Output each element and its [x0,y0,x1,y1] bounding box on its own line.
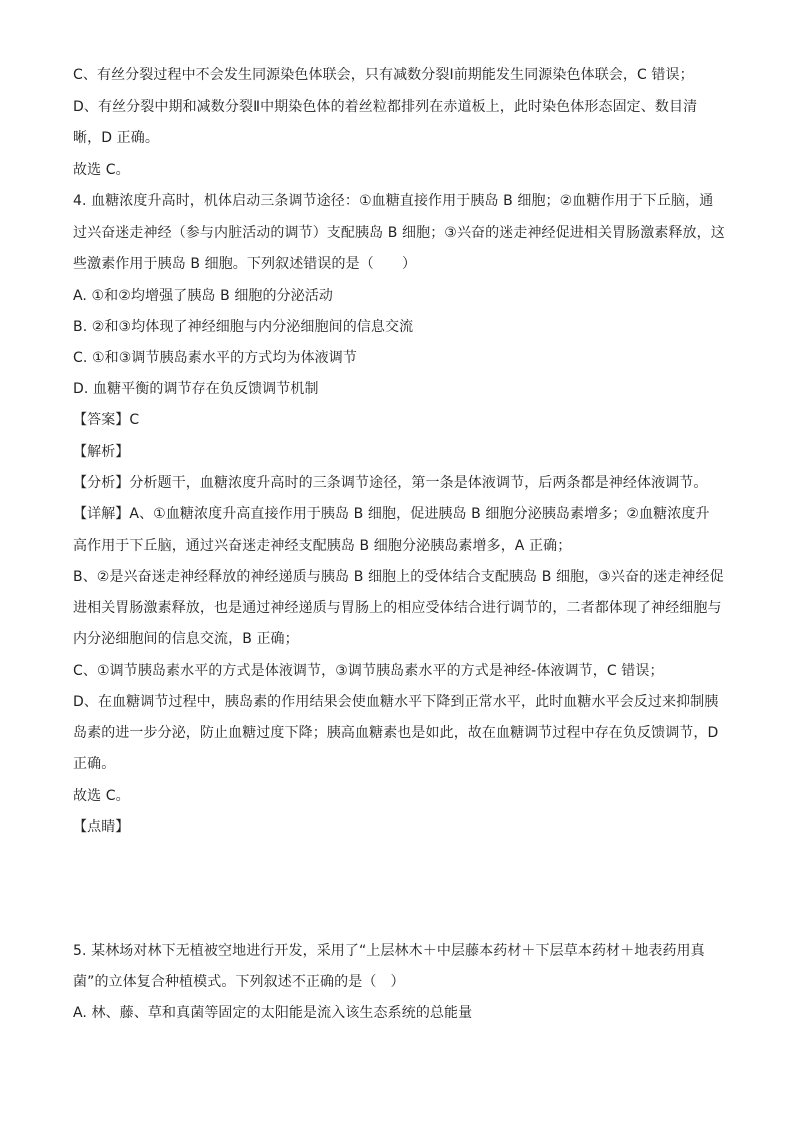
detail-option-c: C、①调节胰岛素水平的方式是体液调节，③调节胰岛素水平的方式是神经-体液调节，C 错误； [73,663,664,679]
detail-option-a: 【详解】A、①血糖浓度升高直接作用于胰岛 B 细胞，促进胰岛 B 细胞分泌胰岛素增多；②血糖浓度升 [73,506,710,522]
detail-option-b-cont-1: 进相关胃肠激素释放，也是通过神经递质与胃肠上的相应受体结合进行调节的，二者都体现了神经细胞与 [73,600,722,616]
detail-option-d: D、在血糖调节过程中，胰岛素的作用结果会使血糖水平下降到正常水平，此时血糖水平会反过来抑制胰 [73,694,719,710]
detail-option-a-cont: 高作用于下丘脑，通过兴奋迷走神经支配胰岛 B 细胞分泌胰岛素增多，A 正确； [73,538,572,554]
analysis-summary: 【分析】分析题干，血糖浓度升高时的三条调节途径，第一条是体液调节，后两条都是神经体液调节。 [73,475,708,491]
choose-c-line: 故选 C。 [73,788,130,804]
question-4-stem: 4. 血糖浓度升高时，机体启动三条调节途径：①血糖直接作用于胰岛 B 细胞；②血糖作用于下丘脑，通 [73,193,714,209]
question-4-option-c: C. ①和③调节胰岛素水平的方式均为体液调节 [73,350,357,366]
question-4-stem-cont-1: 过兴奋迷走神经（参与内脏活动的调节）支配胰岛 B 细胞；③兴奋的迷走神经促进相关胃肠激素释放，这 [73,225,725,241]
text-line-choose-c: 故选 C。 [73,162,130,178]
detail-option-d-cont-1: 岛素的进一步分泌，防止血糖过度下降；胰高血糖素也是如此，故在血糖调节过程中存在负反馈调节，D [73,725,719,741]
question-4-stem-cont-2: 些激素作用于胰岛 B 细胞。下列叙述错误的是（ ） [73,256,417,272]
question-4-option-a: A. ①和②均增强了胰岛 B 细胞的分泌活动 [73,288,334,304]
question-5-option-a: A. 林、藤、草和真菌等固定的太阳能是流入该生态系统的总能量 [73,1005,473,1021]
detail-option-b-cont-2: 内分泌细胞间的信息交流，B 正确； [73,631,299,647]
question-4-option-d: D. 血糖平衡的调节存在负反馈调节机制 [73,381,319,397]
text-line-option-d-explanation-cont: 晰，D 正确。 [73,130,159,146]
detail-option-d-cont-2: 正确。 [73,756,116,772]
analysis-label: 【解析】 [73,444,130,460]
question-5-stem-cont: 菌”的立体复合种植模式。下列叙述不正确的是（ ） [73,974,405,990]
text-line-option-c-explanation: C、有丝分裂过程中不会发生同源染色体联会，只有减数分裂Ⅰ前期能发生同源染色体联会，C 错误； [73,67,694,83]
answer-label: 【答案】C [73,412,140,428]
comment-label: 【点睛】 [73,819,130,835]
question-4-option-b: B. ②和③均体现了神经细胞与内分泌细胞间的信息交流 [73,319,414,335]
text-line-option-d-explanation: D、有丝分裂中期和减数分裂Ⅱ中期染色体的着丝粒都排列在赤道板上，此时染色体形态固定、数目清 [73,99,698,115]
detail-option-b: B、②是兴奋迷走神经释放的神经递质与胰岛 B 细胞上的受体结合支配胰岛 B 细胞，③兴奋的迷走神经促 [73,569,724,585]
question-5-stem: 5. 某林场对林下无植被空地进行开发，采用了“上层林木＋中层藤本药材＋下层草本药材＋地表药用真 [73,943,705,959]
